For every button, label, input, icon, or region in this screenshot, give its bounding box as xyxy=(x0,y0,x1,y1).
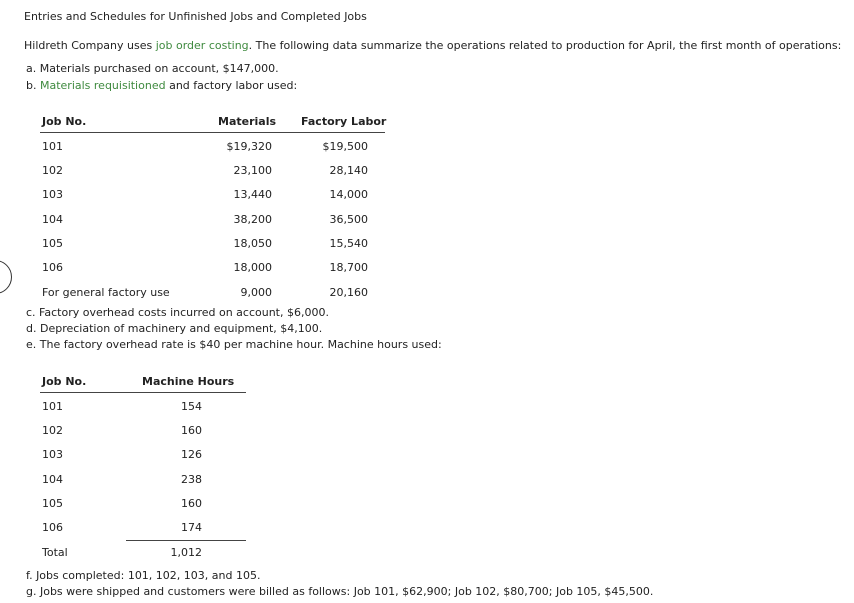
table-row-labor: 28,140 xyxy=(329,164,368,177)
table-row-materials: 13,440 xyxy=(233,188,272,201)
table1-header-labor: Factory Labor xyxy=(301,115,387,128)
item-g: g. Jobs were shipped and customers were billed as follows: Job 101, $62,900; Job 102, $80,700; Job 105, $45,500. xyxy=(26,585,654,598)
table-row-materials: 18,050 xyxy=(233,237,272,250)
item-d: d. Depreciation of machinery and equipment, $4,100. xyxy=(26,322,323,335)
table-row-labor: 36,500 xyxy=(329,213,368,226)
item-b-prefix: b. xyxy=(26,79,40,92)
table-row-labor: 20,160 xyxy=(329,286,368,299)
scroll-indicator[interactable] xyxy=(0,260,12,294)
table-row-hours: 238 xyxy=(181,473,202,486)
item-e: e. The factory overhead rate is $40 per machine hour. Machine hours used: xyxy=(26,338,442,351)
item-c: c. Factory overhead costs incurred on account, $6,000. xyxy=(26,306,329,319)
table-row-job: 101 xyxy=(42,140,63,153)
table-row-job: 106 xyxy=(42,521,63,534)
table2-total-rule xyxy=(126,540,246,541)
table-row-labor: 18,700 xyxy=(329,261,368,274)
intro-text-before: Hildreth Company uses xyxy=(24,39,156,52)
table-row-hours: 160 xyxy=(181,497,202,510)
table-row-job: For general factory use xyxy=(42,286,170,299)
table-row-materials: 23,100 xyxy=(233,164,272,177)
table-row-job: 104 xyxy=(42,473,63,486)
table-row-materials: 38,200 xyxy=(233,213,272,226)
table-row-hours: 174 xyxy=(181,521,202,534)
table-row-labor: $19,500 xyxy=(322,140,368,153)
table-row-job: 103 xyxy=(42,448,63,461)
table2-header-job: Job No. xyxy=(42,375,87,388)
table-row-hours: 126 xyxy=(181,448,202,461)
table-row-job: 106 xyxy=(42,261,63,274)
table-row-job: 102 xyxy=(42,164,63,177)
page-title: Entries and Schedules for Unfinished Jobs and Completed Jobs xyxy=(24,10,367,23)
table-row-materials: $19,320 xyxy=(226,140,272,153)
table-row-job: 103 xyxy=(42,188,63,201)
item-a: a. Materials purchased on account, $147,000. xyxy=(26,62,279,75)
table2-total-value: 1,012 xyxy=(170,546,202,559)
materials-requisitioned-link[interactable]: Materials requisitioned xyxy=(39,79,166,92)
table-row-labor: 14,000 xyxy=(329,188,368,201)
item-b-after: and factory labor used: xyxy=(165,79,298,92)
table1-header-materials: Materials xyxy=(218,115,277,128)
table-row-job: 102 xyxy=(42,424,63,437)
intro-paragraph xyxy=(24,39,841,52)
table2-header-hours: Machine Hours xyxy=(142,375,235,388)
table-row-materials: 18,000 xyxy=(233,261,272,274)
intro-text-after: . The following data summarize the operations related to production for April, the first month of operations: xyxy=(248,39,842,52)
job-order-costing-link[interactable]: job order costing xyxy=(155,39,249,52)
table-row-labor: 15,540 xyxy=(329,237,368,250)
table1-header-job: Job No. xyxy=(42,115,87,128)
table2-header-rule xyxy=(40,392,246,393)
table-row-hours: 154 xyxy=(181,400,202,413)
table-row-job: 105 xyxy=(42,237,63,250)
table1-header-rule xyxy=(40,132,385,133)
item-f: f. Jobs completed: 101, 102, 103, and 105. xyxy=(26,569,261,582)
table-row-materials: 9,000 xyxy=(240,286,272,299)
table2-total-label: Total xyxy=(42,546,68,559)
table-row-job: 105 xyxy=(42,497,63,510)
table-row-hours: 160 xyxy=(181,424,202,437)
item-b xyxy=(26,79,297,92)
table-row-job: 104 xyxy=(42,213,63,226)
table-row-job: 101 xyxy=(42,400,63,413)
